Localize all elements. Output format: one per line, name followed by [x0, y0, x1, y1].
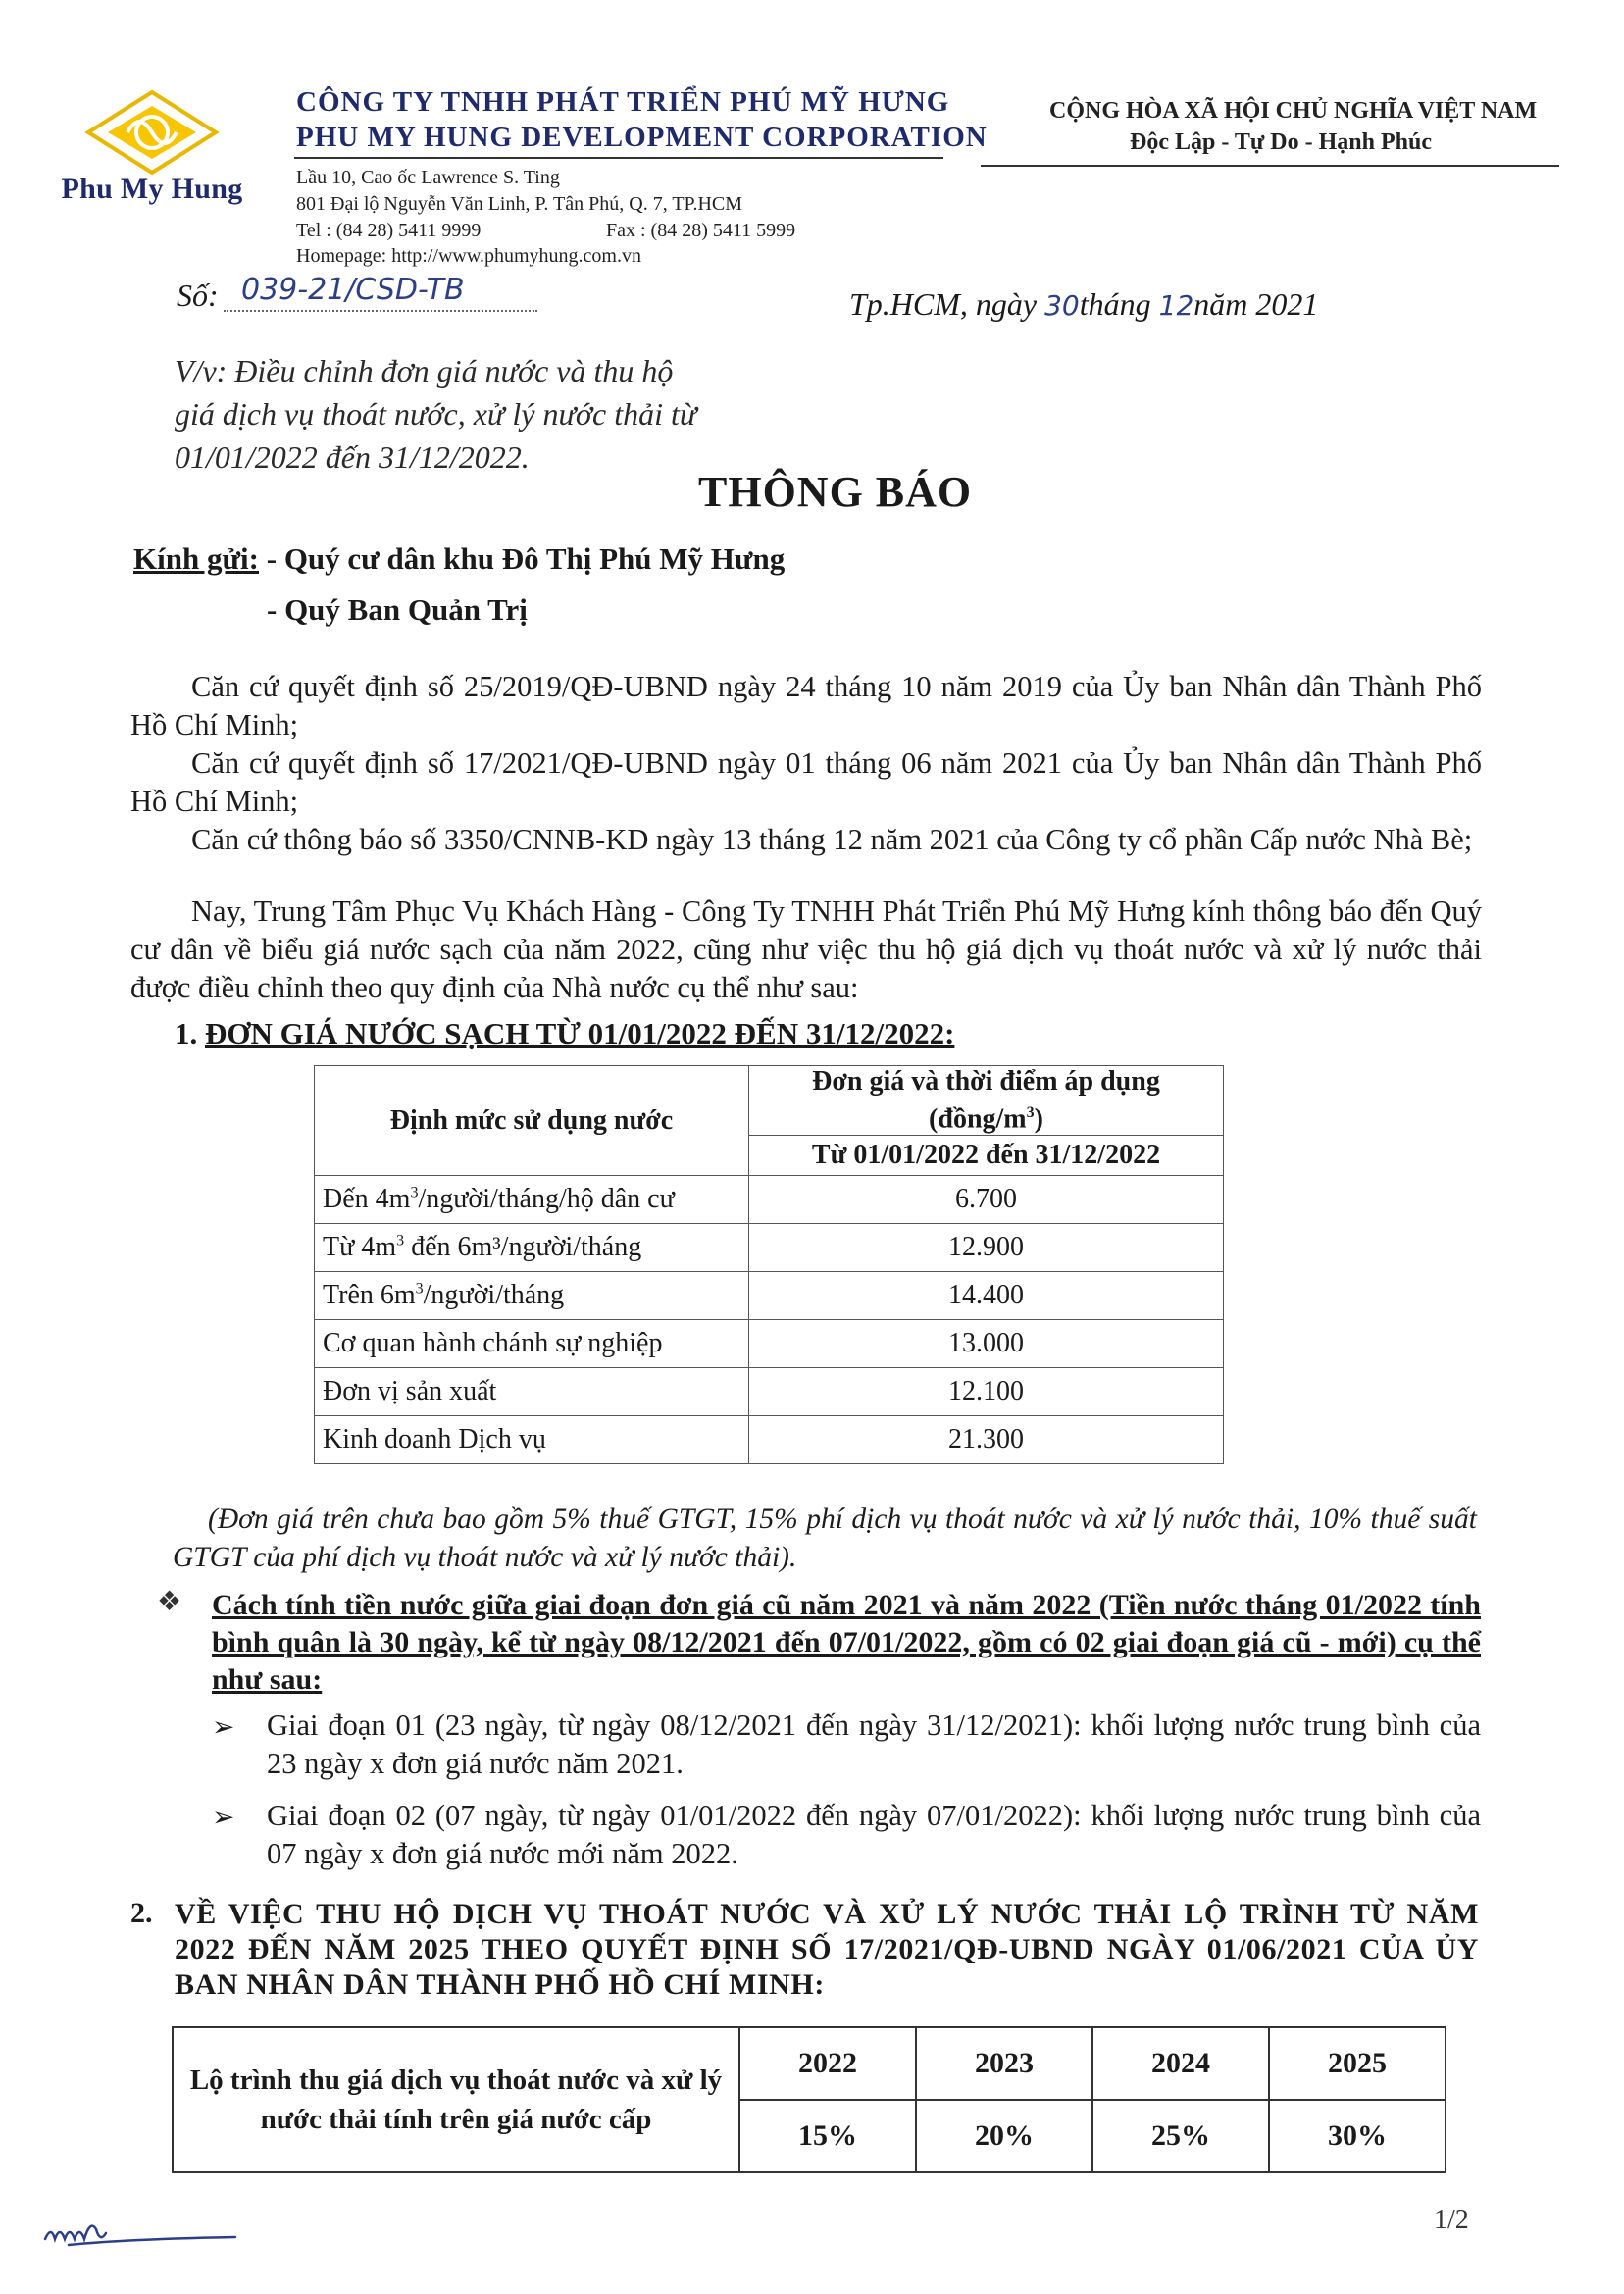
subject-line1: V/v: Điều chỉnh đơn giá nước và thu hộ: [175, 353, 674, 388]
notice-title: THÔNG BÁO: [698, 468, 973, 516]
price-cell: 13.000: [749, 1320, 1224, 1368]
doc-number-dots: [224, 310, 537, 312]
phase1-text: Giai đoạn 01 (23 ngày, từ ngày 08/12/2021 đến ngày 31/12/2021): khối lượng nước trung bình của 23 ngày x đơn giá nước năm 2021.: [267, 1708, 1481, 1780]
table-row: [315, 1176, 1224, 1224]
company-logo: [59, 88, 245, 235]
subject-line2: giá dịch vụ thoát nước, xử lý nước thải từ: [175, 396, 697, 432]
table-row: [315, 1320, 1224, 1368]
subject-block: [175, 349, 696, 479]
nation-motto: Độc Lập - Tự Do - Hạnh Phúc: [1130, 129, 1433, 155]
basis-paragraph-3: Căn cứ thông báo số 3350/CNNB-KD ngày 13 tháng 12 năm 2021 của Công ty cổ phần Cấp nước Nhà Bè;: [191, 823, 1473, 856]
recipient-board: - Quý Ban Quản Trị: [267, 592, 528, 627]
date-line: [849, 286, 1318, 323]
usage-cell: Từ $4m^3$ đến 6m³/người/tháng: [315, 1224, 749, 1272]
section1-heading: [175, 1016, 954, 1051]
diamond-bullet-icon: ❖: [157, 1587, 182, 1617]
section1-number: 1.: [175, 1016, 198, 1050]
table-header-row: [315, 1066, 1224, 1136]
price-cell: 12.900: [749, 1224, 1224, 1272]
usage-cell: Đơn vị sản xuất: [315, 1368, 749, 1416]
intro-paragraph: Nay, Trung Tâm Phục Vụ Khách Hàng - Công Ty TNHH Phát Triển Phú Mỹ Hưng kính thông báo đến Quý cư dân về biểu giá nước sạch của năm 2022, cũng như việc thu hộ giá dịch vụ thoát nước và xử lý nước thải được điều chỉnh theo quy định của Nhà nước cụ thể như sau:: [130, 894, 1482, 1004]
usage-cell: Trên $6m^3/người$/tháng: [315, 1272, 749, 1320]
phone-number: Tel : (84 28) 5411 9999: [296, 220, 482, 241]
year-cell: 2025: [1269, 2027, 1446, 2100]
address-line2: 801 Đại lộ Nguyễn Văn Linh, P. Tân Phú, Q. 7, TP.HCM: [296, 193, 743, 215]
usage-cell: Đến $4m^3/người/tháng/hộ$ dân cư: [315, 1176, 749, 1224]
page-number: 1/2: [1434, 2205, 1469, 2235]
date-month: 12: [1158, 289, 1194, 322]
col-price-header-line1: Đơn giá và thời điểm áp dụng: [812, 1066, 1160, 1096]
table-row: [315, 1224, 1224, 1272]
water-price-table: [314, 1065, 1224, 1464]
company-name-vi: CÔNG TY TNHH PHÁT TRIỂN PHÚ MỸ HƯNG: [296, 86, 950, 118]
initials-signature: [39, 2202, 245, 2261]
price-cell: 12.100: [749, 1368, 1224, 1416]
price-cell: 6.700: [749, 1176, 1224, 1224]
nation-title: CỘNG HÒA XÃ HỘI CHỦ NGHĨA VIỆT NAM: [1049, 98, 1538, 124]
subject-line3: 01/01/2022 đến 31/12/2022.: [175, 439, 530, 475]
recipient-line1: [133, 541, 785, 577]
transition-calc-bullet: Cách tính tiền nước giữa giai đoạn đơn giá cũ năm 2021 và năm 2022 (Tiền nước tháng 01/2022 tính bình quân là 30 ngày, kể từ ngày 08/12/2021 đến 07/01/2022, gồm có 02 giai đoạn giá cũ - mới) cụ thể như sau:: [212, 1589, 1481, 1696]
table-row: [315, 1272, 1224, 1320]
basis-paragraph-1: Căn cứ quyết định số 25/2019/QĐ-UBND ngày 24 tháng 10 năm 2019 của Ủy ban Nhân dân Thành Phố Hồ Chí Minh;: [130, 670, 1482, 741]
rate-cell: 20%: [916, 2100, 1092, 2172]
section2-number: 2.: [130, 1897, 153, 1929]
nation-underline: [981, 165, 1559, 167]
col-usage-header: Định mức sử dụng nước: [315, 1066, 749, 1176]
rate-cell: 25%: [1092, 2100, 1269, 2172]
fax-number: Fax : (84 28) 5411 5999: [606, 220, 796, 241]
homepage-link[interactable]: Homepage: http://www.phumyhung.com.vn: [296, 245, 641, 267]
address-line1: Lầu 10, Cao ốc Lawrence S. Ting: [296, 167, 560, 188]
doc-number-value: 039-21/CSD-TB: [241, 273, 465, 307]
section2-heading: VỀ VIỆC THU HỘ DỊCH VỤ THOÁT NƯỚC VÀ XỬ LÝ NƯỚC THẢI LỘ TRÌNH TỪ NĂM 2022 ĐẾN NĂM 2025 THEO QUYẾT ĐỊNH SỐ 17/2021/QĐ-UBND NGÀY 01/06/2021 CỦA ỦY BAN NHÂN DÂN THÀNH PHỐ HỒ CHÍ MINH:: [175, 1898, 1479, 2001]
date-month-label: tháng: [1079, 286, 1151, 322]
company-underline: [294, 157, 943, 159]
price-cell: 21.300: [749, 1416, 1224, 1464]
section1-title: ĐƠN GIÁ NƯỚC SẠCH TỪ 01/01/2022 ĐẾN 31/12/2022:: [205, 1016, 955, 1050]
usage-cell: Cơ quan hành chánh sự nghiệp: [315, 1320, 749, 1368]
date-prefix: Tp.HCM, ngày: [849, 286, 1038, 322]
rate-cell: 15%: [739, 2100, 916, 2172]
doc-number-label: Số:: [177, 278, 219, 313]
logo-text: Phu My Hung: [61, 173, 243, 205]
drainage-fee-table: [172, 2026, 1446, 2173]
price-note: (Đơn giá trên chưa bao gồm 5% thuế GTGT, 15% phí dịch vụ thoát nước và xử lý nước thải, 10% thuế suất GTGT của phí dịch vụ thoát nước và xử lý nước thải).: [173, 1504, 1477, 1573]
date-day: 30: [1044, 289, 1080, 322]
year-cell: 2024: [1092, 2027, 1269, 2100]
basis-paragraph-2: Căn cứ quyết định số 17/2021/QĐ-UBND ngày 01 tháng 06 năm 2021 của Ủy ban Nhân dân Thành Phố Hồ Chí Minh;: [130, 746, 1482, 818]
table-row: [315, 1416, 1224, 1464]
table-row: [173, 2027, 1446, 2100]
price-cell: 14.400: [749, 1272, 1224, 1320]
rate-cell: 30%: [1269, 2100, 1446, 2172]
year-cell: 2023: [916, 2027, 1092, 2100]
year-cell: 2022: [739, 2027, 916, 2100]
col-price-header: [749, 1066, 1224, 1136]
arrow-bullet-icon: ➢: [212, 1803, 235, 1833]
recipient-residents: - Quý cư dân khu Đô Thị Phú Mỹ Hưng: [266, 541, 786, 576]
usage-cell: Kinh doanh Dịch vụ: [315, 1416, 749, 1464]
logo-emblem-icon: [78, 88, 226, 177]
fee-roadmap-label: Lộ trình thu giá dịch vụ thoát nước và xử lý nước thải tính trên giá nước cấp: [173, 2027, 739, 2172]
phase2-text: Giai đoạn 02 (07 ngày, từ ngày 01/01/2022 đến ngày 07/01/2022): khối lượng nước trung bình của 07 ngày x đơn giá nước mới năm 2022.: [267, 1799, 1481, 1870]
col-period-header: Từ 01/01/2022 đến 31/12/2022: [749, 1136, 1224, 1176]
company-name-en: PHU MY HUNG DEVELOPMENT CORPORATION: [296, 122, 988, 153]
date-suffix: năm 2021: [1193, 286, 1319, 322]
recipient-label: Kính gửi:: [133, 541, 259, 576]
arrow-bullet-icon: ➢: [212, 1712, 235, 1743]
col-price-header-line2: $(đồng/m^3)$: [929, 1103, 1043, 1135]
table-row: [315, 1368, 1224, 1416]
